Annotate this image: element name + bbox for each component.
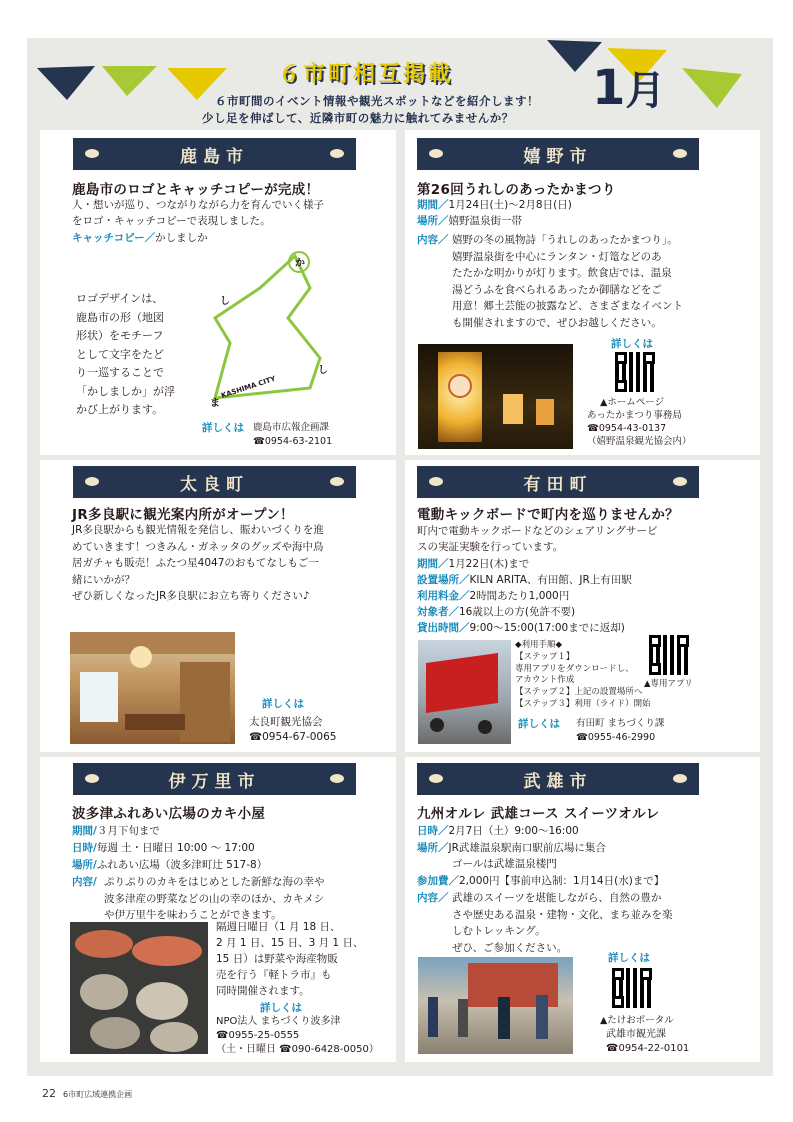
ureshino-contact-note: （嬉野温泉観光協会内） [587, 436, 692, 447]
kashima-logo-char-shi2: し [318, 365, 328, 376]
arita-more-label: 詳しくは [518, 718, 560, 730]
page-footer [42, 1087, 132, 1100]
kashima-logo-char-ka: か [295, 258, 305, 269]
tara-header: 太良町 [73, 466, 356, 498]
tara-office-photo [70, 632, 235, 744]
ureshino-tel: ☎0954-43-0137 [587, 423, 667, 434]
arita-steps: ◆利用手順◆ 【ステップ１】 専用アプリをダウンロードし、 アカウント作成 【ステップ２】上記の設置場所へ 【ステップ３】利用（ライド）開始 [515, 640, 651, 709]
tara-more-label: 詳しくは [262, 698, 304, 710]
takeo-portal-label: ▲たけおポータル [600, 1015, 674, 1026]
kashima-logo-char-shi1: し [220, 296, 230, 307]
kashima-heading: 鹿島市のロゴとキャッチコピーが完成！ [72, 182, 320, 198]
ureshino-place: 場所／嬉野温泉街一帯 [417, 215, 522, 227]
ureshino-header: 嬉野市 [417, 138, 699, 170]
arita-fee: 利用料金／2時間あたり1,000円 [417, 590, 570, 602]
kashima-catchcopy: キャッチコピー／かしましか [72, 232, 208, 244]
takeo-qr-code [612, 968, 652, 1008]
arita-app-qr-code [649, 635, 689, 675]
takeo-goal: ゴールは武雄温泉楼門 [452, 858, 557, 870]
imari-content: ぷりぷりのカキをはじめとした新鮮な海の幸や 波多津産の野菜などの山の幸のほか、カキメシ や伊万里牛を味わうことができます。 [104, 876, 325, 921]
kashima-more-label: 詳しくは [202, 422, 244, 434]
arita-period: 期間／1月22日(木)まで [417, 558, 530, 570]
month-label: 1月 [592, 60, 666, 116]
ureshino-lantern-photo [418, 344, 573, 449]
kashima-logo-char-ma: ま [210, 398, 220, 409]
kashima-contact: 鹿島市広報企画課 [253, 422, 330, 433]
imari-note: 隔週日曜日（1 月 18 日、 2 月 1 日、15 日、3 月 1 日、 15 日）は野菜や海産物販 売を行う『軽トラ市』も 同時開催されます。 [216, 921, 364, 997]
arita-kickboard-photo [418, 640, 511, 744]
kashima-city-logo [200, 248, 340, 413]
ureshino-qr-code [615, 352, 655, 392]
takeo-more-label: 詳しくは [608, 952, 650, 964]
tara-body: JR多良駅からも観光情報を発信し、賑わいづくりを進 めていきます！つきみん・ガネッタのグッズや海中鳥 居ガチャも販売！ふたつ星4047のおもてなしもご一 緒にいかが？ ぜひ新しくなったJR多良駅にお立ち寄りください♪ [72, 524, 324, 602]
footer-label: 6市町広域連携企画 [63, 1090, 133, 1099]
tara-contact: 太良町観光協会 [249, 716, 323, 728]
takeo-content-label: 内容／ [417, 892, 449, 904]
takeo-heading: 九州オルレ 武雄コース スイーツオルレ [417, 806, 660, 822]
takeo-walkers-photo [418, 957, 573, 1054]
page-title: ６市町相互掲載 [278, 62, 454, 87]
page-subtitle-line1: ６市町間のイベント情報や観光スポットなどを紹介します！ [215, 94, 539, 108]
takeo-fee: 参加費／2,000円【事前申込制：1月14日(水)まで】 [417, 875, 665, 887]
imari-datetime: 日時/毎週 土・日曜日 10:00 ～ 17:00 [72, 842, 255, 854]
arita-contact: 有田町 まちづくり課 [576, 718, 665, 729]
imari-oyster-photo [70, 922, 208, 1054]
ureshino-contact-homepage: ▲ホームページ [600, 397, 665, 408]
arita-body-line2: スの実証実験を行っています。 [417, 541, 564, 553]
imari-heading: 波多津ふれあい広場のカキ小屋 [72, 806, 266, 822]
tara-tel: ☎0954-67-0065 [249, 731, 337, 743]
kashima-body-line1: 人・想いが巡り、つながりながら力を育んでいく様子 [72, 199, 324, 211]
arita-heading: 電動キックボードで町内を巡りませんか？ [417, 507, 679, 523]
kashima-header: 鹿島市 [73, 138, 356, 170]
kashima-body-line2: をロゴ・キャッチコピーで表現しました。 [72, 215, 271, 227]
takeo-contact: 武雄市観光課 [606, 1029, 666, 1040]
arita-body-line1: 町内で電動キックボードなどのシェアリングサービ [417, 525, 658, 537]
kashima-tel: ☎0954-63-2101 [253, 436, 333, 447]
arita-hours: 貸出時間／9:00～15:00(17:00までに返却) [417, 622, 625, 634]
arita-tel: ☎0955-46-2990 [576, 732, 656, 743]
takeo-place: 場所／JR武雄温泉駅南口駅前広場に集合 [417, 842, 606, 854]
imari-place: 場所/ふれあい広場（波多津町辻 517-8） [72, 859, 268, 871]
page-number: 22 [42, 1087, 56, 1100]
arita-app-label: ▲専用アプリ [644, 679, 693, 689]
imari-header: 伊万里市 [73, 763, 356, 795]
takeo-content: 武雄のスイーツを堪能しながら、自然の豊か さや歴史ある温泉・建物・文化、まち並みを楽 しむトレッキング。 ぜひ、ご参加ください。 [452, 892, 673, 954]
ureshino-period: 期間／1月24日(土)～2月8日(日) [417, 199, 572, 211]
page-subtitle-line2: 少し足を伸ばして、近隣市町の魅力に触れてみませんか？ [202, 111, 514, 125]
ureshino-content-label: 内容／ [417, 234, 449, 246]
takeo-tel: ☎0954-22-0101 [606, 1043, 690, 1054]
ureshino-contact-office: あったかまつり事務局 [587, 410, 682, 421]
kashima-logo-description: ロゴデザインは、 鹿島市の形（地図 形状）をモチーフ として文字をたど り一巡することで 「かしましか」が浮 かび上がります。 [76, 292, 175, 416]
arita-locations: 設置場所／KILN ARITA、有田館、JR上有田駅 [417, 574, 632, 586]
imari-period: 期間/３月下旬まで [72, 825, 160, 837]
takeo-datetime: 日時／2月7日（土）9:00～16:00 [417, 825, 579, 837]
imari-tel: ☎0955-25-0555 [216, 1030, 300, 1041]
kashima-logo-text: KASHIMA CITY [220, 374, 277, 400]
tara-heading: JR多良駅に観光案内所がオープン！ [72, 507, 294, 523]
takeo-header: 武雄市 [417, 763, 699, 795]
imari-more-label: 詳しくは [260, 1002, 302, 1014]
ureshino-heading: 第26回うれしのあったかまつり [417, 182, 616, 198]
ureshino-more-label: 詳しくは [611, 338, 653, 350]
arita-header: 有田町 [417, 466, 699, 498]
arita-eligibility: 対象者／16歳以上の方(免許不要) [417, 606, 576, 618]
ureshino-content: 嬉野の冬の風物詩「うれしのあったかまつり」。 嬉野温泉街を中心にランタン・灯篭などのあ たたかな明かりが灯ります。飲食店では、温泉 湯どうふを食べられるあったか御膳などをご 用意！郷土芸能の披露など、さまざまなイベント も開催されますので、ぜひお越しください。 [452, 234, 683, 329]
imari-contact: NPO法人 まちづくり波多津 [216, 1016, 341, 1027]
imari-content-label: 内容/ [72, 876, 97, 888]
imari-tel-weekend: （土・日曜日 ☎090-6428-0050） [216, 1044, 379, 1055]
